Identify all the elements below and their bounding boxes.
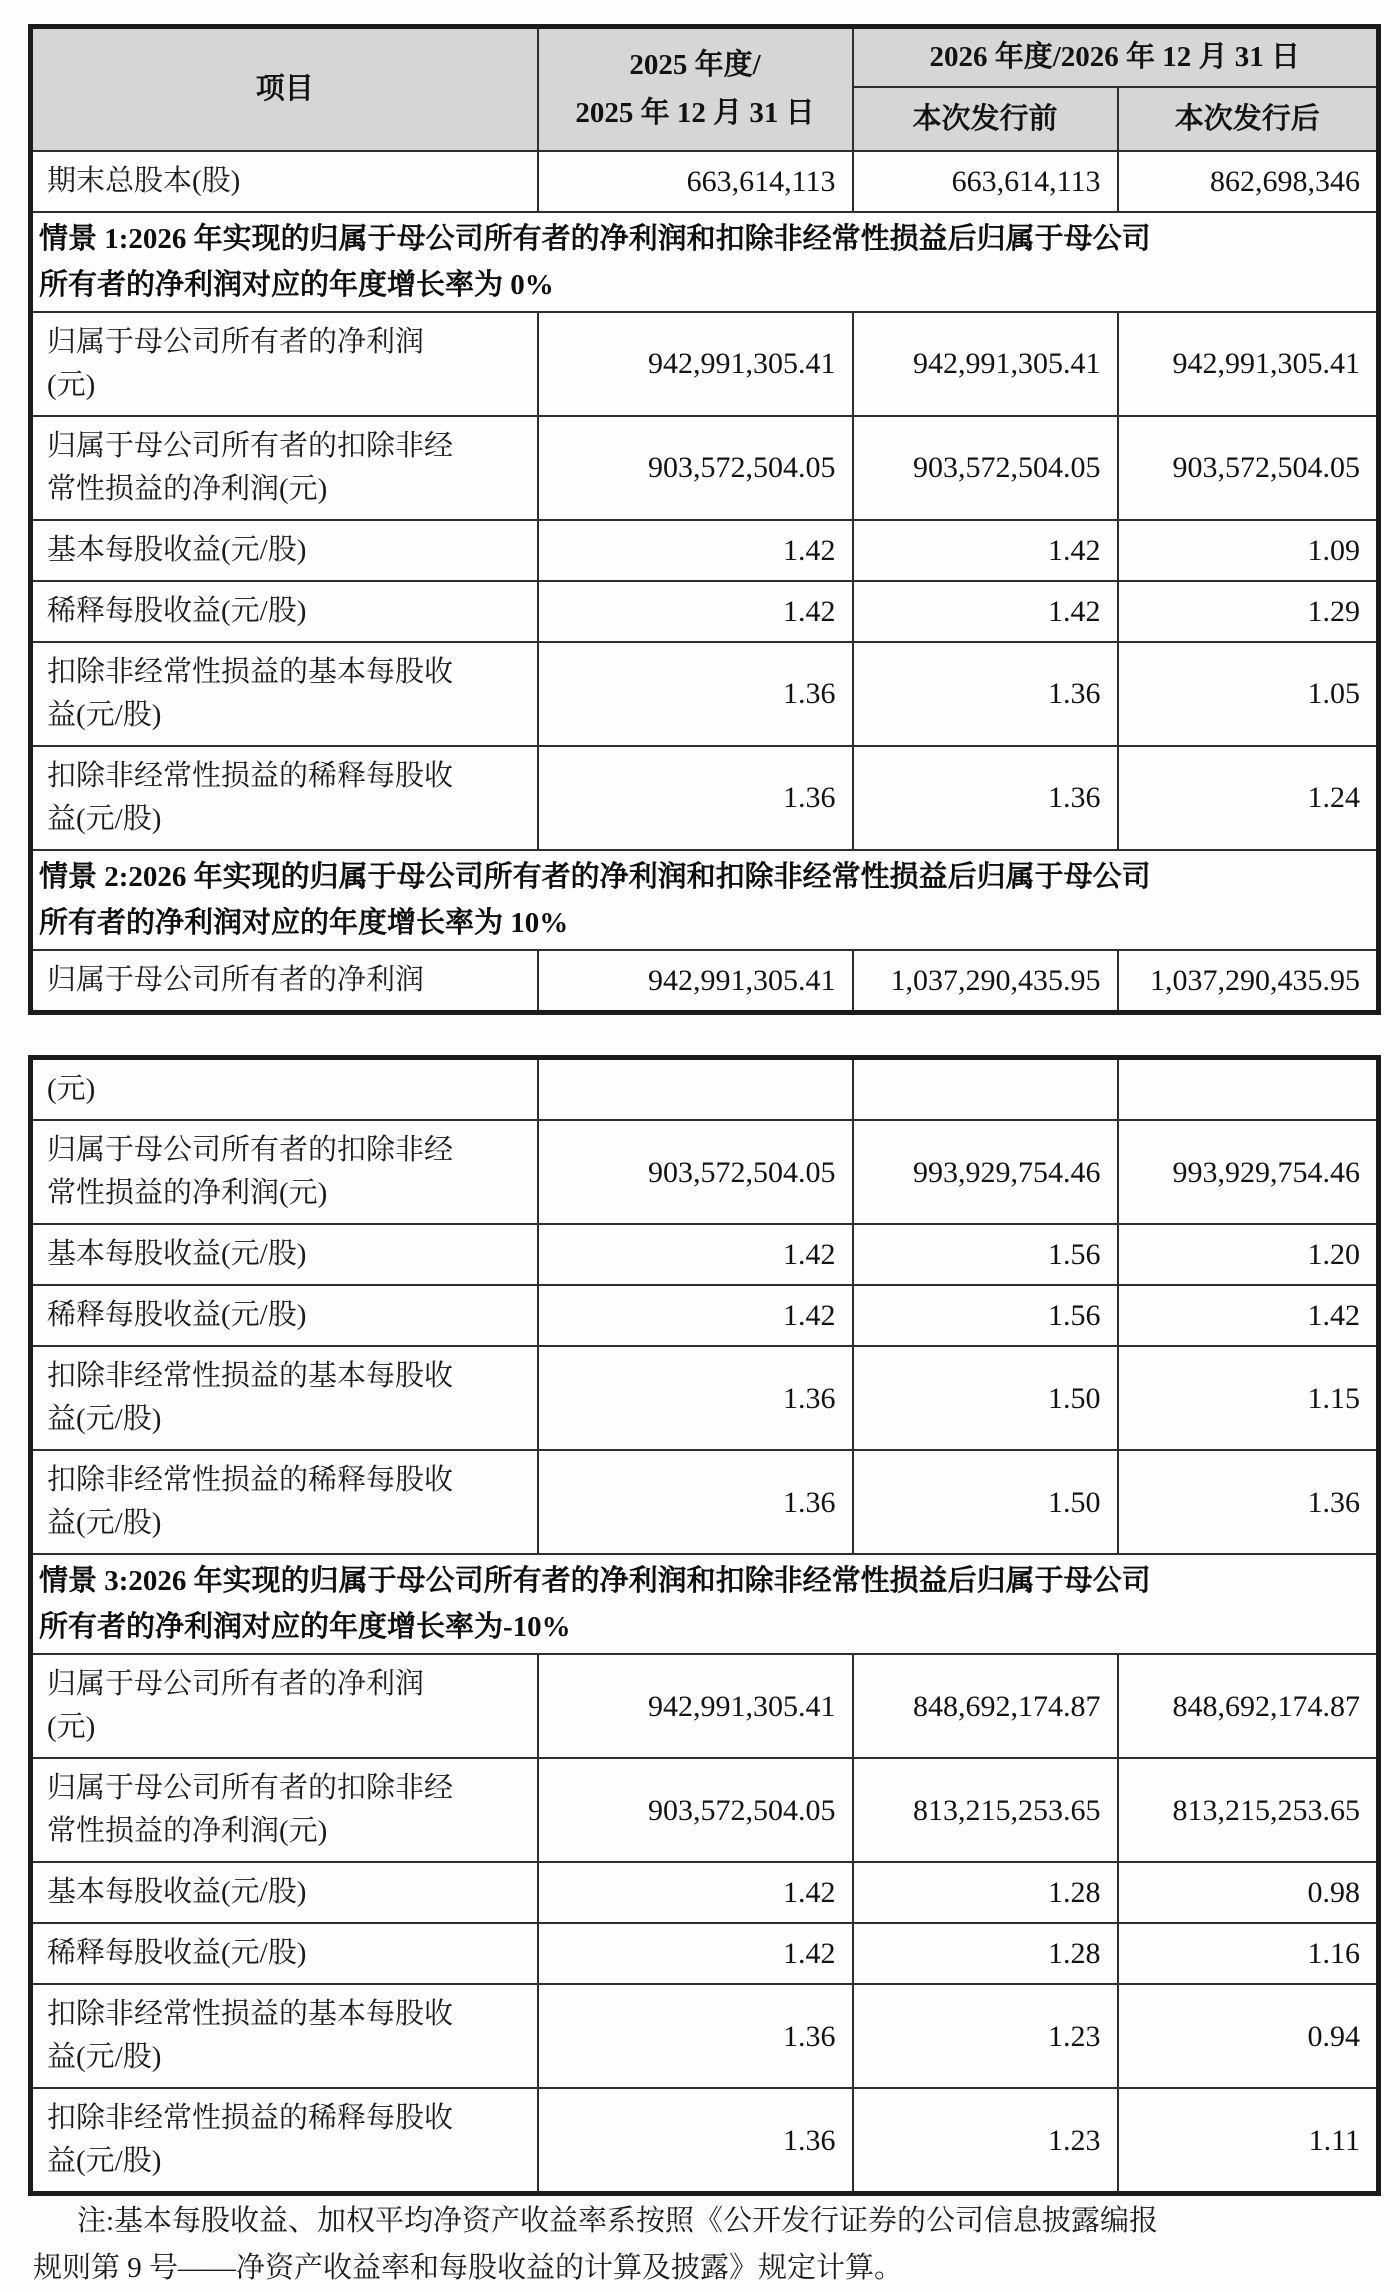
cell-value: 1.36	[538, 746, 853, 850]
cell-value: 1.15	[1118, 1346, 1379, 1450]
scenario-banner: 情景 3:2026 年实现的归属于母公司所有者的净利润和扣除非经常性损益后归属于母公司 所有者的净利润对应的年度增长率为-10%	[31, 1554, 1379, 1654]
cell-value: 1.42	[1118, 1285, 1379, 1346]
table-row	[31, 1285, 1379, 1346]
table-row	[31, 1984, 1379, 2088]
cell-value	[853, 1058, 1118, 1121]
cell-value: 1.05	[1118, 642, 1379, 746]
cell-value: 1.23	[853, 1984, 1118, 2088]
footnote-line-2: 规则第 9 号——净资产收益率和每股收益的计算及披露》规定计算。	[33, 2252, 904, 2284]
cell-value: 862,698,346	[1118, 151, 1379, 212]
table-row	[31, 1120, 1379, 1224]
cell-value: 903,572,504.05	[853, 416, 1118, 520]
cell-value: 1.42	[853, 581, 1118, 642]
cell-value: 0.98	[1118, 1862, 1379, 1923]
header-2026-span: 2026 年度/2026 年 12 月 31 日	[853, 27, 1379, 87]
cell-value: 1.29	[1118, 581, 1379, 642]
header-item: 项目	[31, 27, 538, 151]
row-label: 归属于母公司所有者的扣除非经 常性损益的净利润(元)	[31, 416, 538, 520]
cell-value: 1.36	[538, 2088, 853, 2194]
cell-value: 1.50	[853, 1346, 1118, 1450]
row-label: 扣除非经常性损益的基本每股收 益(元/股)	[31, 642, 538, 746]
row-label: 归属于母公司所有者的净利润 (元)	[31, 1654, 538, 1758]
cell-value: 1.42	[538, 1923, 853, 1984]
table-row	[31, 1923, 1379, 1984]
cell-value: 1.42	[538, 520, 853, 581]
table-row	[31, 642, 1379, 746]
table-row	[31, 1450, 1379, 1554]
cell-value: 1.42	[538, 1862, 853, 1923]
cell-value: 1.28	[853, 1862, 1118, 1923]
row-label: 归属于母公司所有者的扣除非经 常性损益的净利润(元)	[31, 1758, 538, 1862]
table-row	[31, 1346, 1379, 1450]
table-body-1	[31, 151, 1379, 1013]
footnote-line-1: 注:基本每股收益、加权平均净资产收益率系按照《公开发行证券的公司信息披露编报	[77, 2205, 1159, 2237]
cell-value: 942,991,305.41	[538, 1654, 853, 1758]
scenario-banner-row	[31, 850, 1379, 950]
cell-value: 942,991,305.41	[853, 312, 1118, 416]
cell-value: 903,572,504.05	[1118, 416, 1379, 520]
row-label: 稀释每股收益(元/股)	[31, 1923, 538, 1984]
cell-value: 663,614,113	[853, 151, 1118, 212]
cell-value: 1.24	[1118, 746, 1379, 850]
row-label: 归属于母公司所有者的净利润	[31, 950, 538, 1013]
cell-value: 1.42	[538, 581, 853, 642]
row-label: 基本每股收益(元/股)	[31, 1224, 538, 1285]
table-row	[31, 1654, 1379, 1758]
row-label: 稀释每股收益(元/股)	[31, 1285, 538, 1346]
cell-value: 1,037,290,435.95	[853, 950, 1118, 1013]
header-2025-line1: 2025 年度/	[629, 49, 761, 82]
cell-value: 1,037,290,435.95	[1118, 950, 1379, 1013]
cell-value: 1.50	[853, 1450, 1118, 1554]
row-label: 归属于母公司所有者的扣除非经 常性损益的净利润(元)	[31, 1120, 538, 1224]
table-row	[31, 520, 1379, 581]
row-label: 扣除非经常性损益的基本每股收 益(元/股)	[31, 1346, 538, 1450]
eps-scenario-table-part2	[28, 1055, 1381, 2196]
cell-value: 1.42	[853, 520, 1118, 581]
cell-value	[538, 1058, 853, 1121]
row-label: 基本每股收益(元/股)	[31, 520, 538, 581]
cell-value: 1.36	[1118, 1450, 1379, 1554]
cell-value: 1.23	[853, 2088, 1118, 2194]
cell-value: 993,929,754.46	[1118, 1120, 1379, 1224]
header-2025-period	[538, 27, 853, 151]
footnote	[33, 2198, 1378, 2292]
cell-value: 993,929,754.46	[853, 1120, 1118, 1224]
cell-value: 1.42	[538, 1285, 853, 1346]
cell-value: 1.42	[538, 1224, 853, 1285]
cell-value: 1.36	[853, 642, 1118, 746]
table-header	[31, 27, 1379, 151]
scenario-banner: 情景 2:2026 年实现的归属于母公司所有者的净利润和扣除非经常性损益后归属于母公司 所有者的净利润对应的年度增长率为 10%	[31, 850, 1379, 950]
row-label: 扣除非经常性损益的稀释每股收 益(元/股)	[31, 2088, 538, 2194]
row-label: 基本每股收益(元/股)	[31, 1862, 538, 1923]
row-label: 稀释每股收益(元/股)	[31, 581, 538, 642]
cell-value: 813,215,253.65	[1118, 1758, 1379, 1862]
scenario-banner-row	[31, 212, 1379, 312]
cell-value: 1.36	[853, 746, 1118, 850]
row-label: 扣除非经常性损益的稀释每股收 益(元/股)	[31, 746, 538, 850]
cell-value: 1.36	[538, 1346, 853, 1450]
cell-value: 663,614,113	[538, 151, 853, 212]
cell-value: 1.56	[853, 1285, 1118, 1346]
cell-value: 1.16	[1118, 1923, 1379, 1984]
table-row	[31, 1224, 1379, 1285]
row-label: 期末总股本(股)	[31, 151, 538, 212]
cell-value: 942,991,305.41	[538, 312, 853, 416]
header-row-1	[31, 27, 1379, 87]
cell-value	[1118, 1058, 1379, 1121]
row-label: (元)	[31, 1058, 538, 1121]
cell-value: 942,991,305.41	[538, 950, 853, 1013]
scenario-banner: 情景 1:2026 年实现的归属于母公司所有者的净利润和扣除非经常性损益后归属于母公司 所有者的净利润对应的年度增长率为 0%	[31, 212, 1379, 312]
table-row	[31, 312, 1379, 416]
cell-value: 1.36	[538, 1450, 853, 1554]
table-row	[31, 416, 1379, 520]
cell-value: 1.28	[853, 1923, 1118, 1984]
cell-value: 903,572,504.05	[538, 1758, 853, 1862]
row-label: 归属于母公司所有者的净利润 (元)	[31, 312, 538, 416]
cell-value: 0.94	[1118, 1984, 1379, 2088]
row-label: 扣除非经常性损益的基本每股收 益(元/股)	[31, 1984, 538, 2088]
cell-value: 1.56	[853, 1224, 1118, 1285]
cell-value: 848,692,174.87	[1118, 1654, 1379, 1758]
table-row	[31, 151, 1379, 212]
cell-value: 942,991,305.41	[1118, 312, 1379, 416]
cell-value: 1.36	[538, 642, 853, 746]
row-label: 扣除非经常性损益的稀释每股收 益(元/股)	[31, 1450, 538, 1554]
cell-value: 813,215,253.65	[853, 1758, 1118, 1862]
table-row	[31, 581, 1379, 642]
cell-value: 903,572,504.05	[538, 1120, 853, 1224]
table-row	[31, 2088, 1379, 2194]
cell-value: 1.09	[1118, 520, 1379, 581]
cell-value: 1.20	[1118, 1224, 1379, 1285]
header-pre-issue: 本次发行前	[853, 87, 1118, 151]
table-body-2	[31, 1058, 1379, 2194]
table-row	[31, 1058, 1379, 1121]
table-row	[31, 1758, 1379, 1862]
table-row	[31, 950, 1379, 1013]
eps-scenario-table-part1	[28, 24, 1381, 1015]
cell-value: 903,572,504.05	[538, 416, 853, 520]
header-post-issue: 本次发行后	[1118, 87, 1379, 151]
cell-value: 848,692,174.87	[853, 1654, 1118, 1758]
table-row	[31, 1862, 1379, 1923]
cell-value: 1.36	[538, 1984, 853, 2088]
scenario-banner-row	[31, 1554, 1379, 1654]
header-2025-line2: 2025 年 12 月 31 日	[575, 97, 815, 130]
cell-value: 1.11	[1118, 2088, 1379, 2194]
table-row	[31, 746, 1379, 850]
